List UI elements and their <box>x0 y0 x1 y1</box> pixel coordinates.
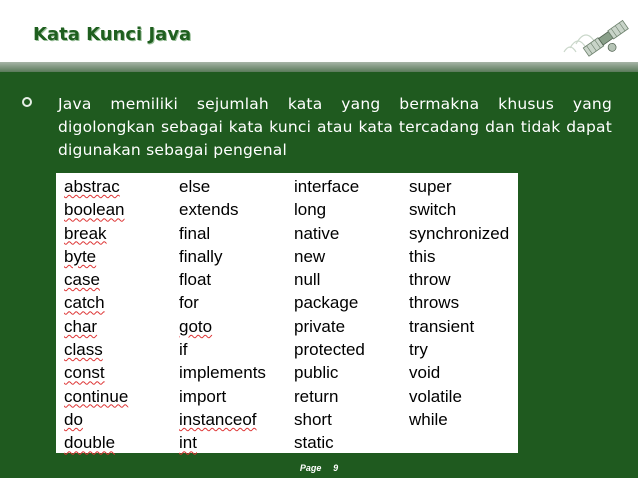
keyword-table <box>56 173 518 453</box>
keyword-cell: char <box>64 316 98 336</box>
keyword-cell: native <box>294 223 340 243</box>
satellite-icon <box>560 8 636 68</box>
slide-header <box>0 0 638 62</box>
keyword-cell: if <box>179 340 188 360</box>
keyword-cell: float <box>179 270 212 290</box>
keyword-cell: while <box>409 409 448 429</box>
keyword-cell: int <box>179 433 197 453</box>
bullet-item <box>22 93 612 162</box>
page-number: Page 9 <box>304 463 334 473</box>
keyword-cell: synchronized <box>409 223 510 243</box>
keyword-cell: catch <box>64 293 105 313</box>
keyword-cell: void <box>409 363 441 383</box>
keyword-cell: final <box>179 223 211 243</box>
keyword-cell: else <box>179 177 211 196</box>
bullet-text: Java memiliki sejumlah kata yang bermakna khusus yang digolongkan sebagai kata kunci atau kata tercadang dan tidak dapat digunakan sebagai pengenal <box>58 95 612 159</box>
keyword-cell: continue <box>64 386 129 406</box>
keyword-cell: break <box>64 223 107 243</box>
keyword-cell: interface <box>294 177 360 196</box>
header-divider <box>0 62 638 72</box>
keyword-cell: super <box>409 177 452 196</box>
keyword-cell: transient <box>409 316 475 336</box>
keyword-cell: import <box>179 386 227 406</box>
keyword-cell: finally <box>179 246 223 266</box>
keyword-cell: double <box>64 433 116 453</box>
keyword-cell: boolean <box>64 200 125 220</box>
keyword-cell: private <box>294 316 346 336</box>
keyword-cell: const <box>64 363 105 383</box>
keyword-cell: extends <box>179 200 239 220</box>
keyword-cell: this <box>409 246 436 266</box>
keyword-cell: case <box>64 270 100 290</box>
keyword-cell: goto <box>179 316 213 336</box>
keyword-cell: switch <box>409 200 457 220</box>
keyword-cell <box>409 431 524 454</box>
keyword-cell: do <box>64 409 83 429</box>
keyword-cell: short <box>294 409 332 429</box>
keyword-cell: volatile <box>409 386 462 406</box>
keyword-cell: protected <box>294 340 365 360</box>
slide-footer <box>0 456 638 478</box>
slide-title: Kata Kunci Java <box>33 24 192 45</box>
keyword-cell: throw <box>409 270 451 290</box>
keyword-cell: package <box>294 293 359 313</box>
keyword-cell: byte <box>64 246 97 266</box>
keyword-cell: null <box>294 270 321 290</box>
keyword-cell: public <box>294 363 339 383</box>
keyword-cell: implements <box>179 363 266 383</box>
keyword-cell: for <box>179 293 199 313</box>
keyword-cell: static <box>294 433 334 453</box>
keyword-cell: try <box>409 340 428 360</box>
keyword-cell: class <box>64 340 103 360</box>
keyword-cell: throws <box>409 293 460 313</box>
keyword-cell: long <box>294 200 327 220</box>
keyword-cell: instanceof <box>179 409 257 429</box>
keyword-cell: return <box>294 386 339 406</box>
keyword-cell: new <box>294 246 326 266</box>
keyword-cell: abstrac <box>64 177 120 196</box>
keyword-grid <box>64 175 524 455</box>
bullet-circle-icon <box>22 97 32 107</box>
